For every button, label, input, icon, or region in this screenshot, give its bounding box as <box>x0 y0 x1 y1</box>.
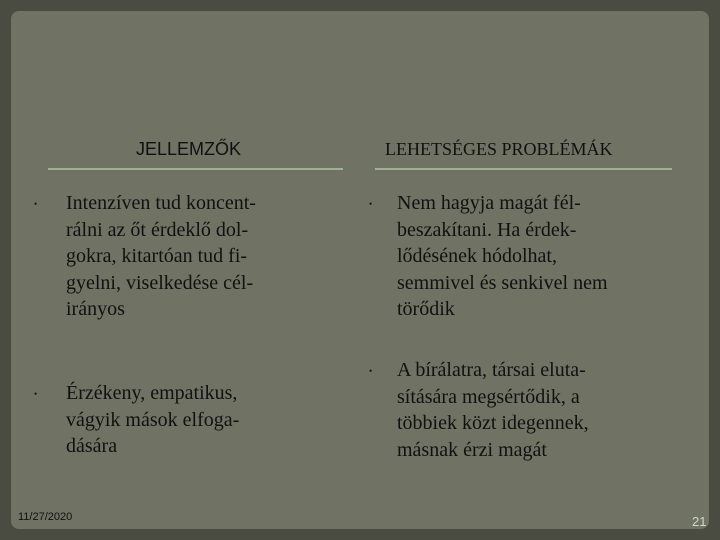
bullet-dot: • <box>34 199 38 209</box>
right-bullet-1: Nem hagyja magát fél- beszakítani. Ha érdek- lődésének hódolhat, semmivel és senkivel nem törődik <box>397 192 608 320</box>
bullet-dot: • <box>34 389 38 399</box>
right-bullet-2: A bírálatra, társai eluta- sítására megsértődik, a többiek közt idegennek, másnak érzi magát <box>397 359 589 461</box>
right-column-heading: LEHETSÉGES PROBLÉMÁK <box>385 139 613 159</box>
right-heading-rule <box>375 168 672 170</box>
footer-date: 11/27/2020 <box>18 511 73 523</box>
left-column-heading: JELLEMZŐK <box>136 139 242 159</box>
page-number: 21 <box>692 514 707 529</box>
left-bullet-1: Intenzíven tud koncent- rálni az őt érdeklő dol- gokra, kitartóan tud fi- gyelni, viselkedése cél- irányos <box>66 192 256 320</box>
bullet-dot: • <box>369 366 373 376</box>
bullet-dot: • <box>369 199 373 209</box>
left-heading-rule <box>48 168 343 170</box>
left-bullet-2: Érzékeny, empatikus, vágyik mások elfoga- dására <box>66 382 240 457</box>
